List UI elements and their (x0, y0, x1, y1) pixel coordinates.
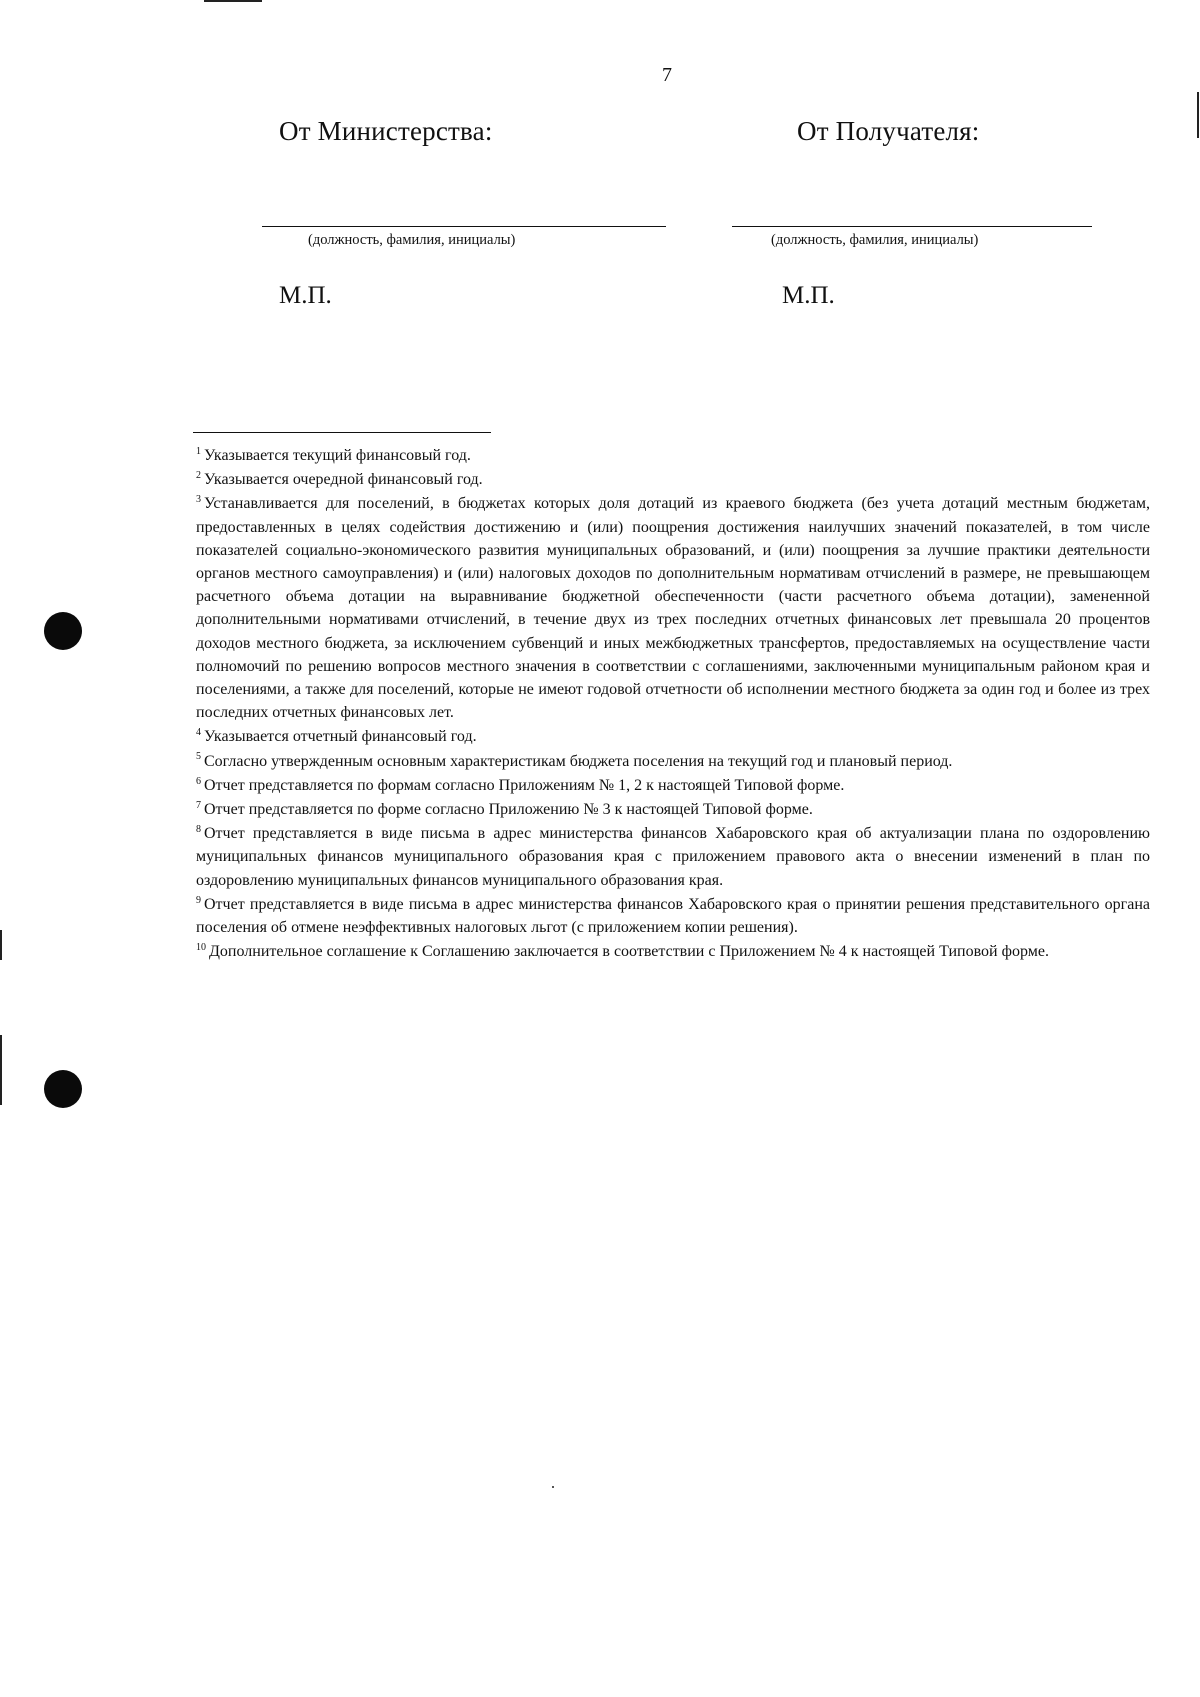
punch-hole (44, 612, 82, 650)
footnote-number: 6 (196, 775, 201, 787)
footnote (196, 444, 1150, 467)
ministry-heading: От Министерства: (279, 116, 493, 146)
footnote-number: 8 (196, 823, 201, 835)
ministry-stamp-place: М.П. (279, 282, 332, 309)
footnote-text: Указывается текущий финансовый год. (204, 447, 471, 464)
footnote-number: 5 (196, 751, 201, 763)
footnote-text: Отчет представляется в виде письма в адрес министерства финансов Хабаровского края о принятии решения представительного органа поселения об отмене неэффективных налоговых льгот (с приложением копии решения). (196, 895, 1150, 937)
footnote-text: Устанавливается для поселений, в бюджетах которых доля дотаций из краевого бюджета (без учета дотаций местным бюджетам, предоставленных в целях содействия достижению и (или) поощрения достижения наилучших значений показателей, в том числе показателей социально-экономического развития муниципальных образований, и (или) поощрения за лучшие практики деятельности органов местного самоуправления) и (или) налоговых доходов по дополнительным нормативам отчислений в размере, не превышающем расчетного объема дотации на выравнивание бюджетной обеспеченности (части расчетного объема дотации), замененной дополнительными нормативами отчислений, в течение двух из трех последних отчетных финансовых лет превышала 20 процентов доходов местного бюджета, за исключением субвенций и иных межбюджетных трансфертов, предоставляемых на осуществление части полномочий по решению вопросов местного значения в соответствии с соглашениями, заключенными муниципальным районом края и поселениями, а также для поселений, которые не имеют годовой отчетности об исполнении местного бюджета за один год и более из трех последних отчетных финансовых лет. (196, 495, 1150, 722)
scan-edge-mark-top (204, 0, 262, 2)
footnote (196, 750, 1150, 773)
footnote-text: Указывается отчетный финансовый год. (204, 728, 477, 746)
footnote-number: 10 (196, 941, 206, 953)
scan-dot (552, 1486, 554, 1488)
footnote-separator (193, 432, 491, 433)
ministry-signature-line (262, 226, 666, 227)
recipient-stamp-place: М.П. (782, 282, 835, 309)
footnote-number: 7 (196, 799, 201, 811)
footnote (196, 468, 1150, 491)
footnote-number: 4 (196, 727, 201, 739)
scan-edge-mark-left-2 (0, 1035, 2, 1105)
footnote (196, 492, 1150, 724)
scan-edge-mark-right (1197, 92, 1199, 138)
recipient-signature-caption: (должность, фамилия, инициалы) (771, 232, 979, 248)
footnote (196, 798, 1150, 821)
footnote-number: 1 (196, 445, 201, 457)
footnotes (196, 444, 1150, 964)
footnote-text: Отчет представляется в виде письма в адрес министерства финансов Хабаровского края об актуализации плана по оздоровлению муниципальных финансов муниципального образования края с приложением правового акта о внесении изменений в план по оздоровлению муниципальных финансов муниципального образования края. (196, 825, 1150, 889)
footnote-text: Согласно утвержденным основным характеристикам бюджета поселения на текущий год и плановый период. (204, 752, 953, 770)
footnote (196, 725, 1150, 748)
punch-hole (44, 1070, 82, 1108)
ministry-signature-caption: (должность, фамилия, инициалы) (308, 232, 516, 248)
footnote-text: Отчет представляется по форме согласно Приложению № 3 к настоящей Типовой форме. (204, 801, 813, 819)
recipient-heading: От Получателя: (797, 116, 980, 146)
footnote-number: 3 (196, 494, 201, 506)
footnote-text: Дополнительное соглашение к Соглашению заключается в соответствии с Приложением № 4 к настоящей Типовой форме. (209, 943, 1049, 961)
footnote (196, 940, 1150, 963)
recipient-signature-line (732, 226, 1092, 227)
footnote (196, 774, 1150, 797)
footnote (196, 893, 1150, 939)
footnote-text: Указывается очередной финансовый год. (204, 471, 483, 489)
footnote-number: 2 (196, 469, 201, 481)
page-number: 7 (662, 64, 672, 86)
scan-edge-mark-left-1 (0, 930, 2, 960)
footnote-number: 9 (196, 894, 201, 906)
footnote (196, 822, 1150, 892)
footnote-text: Отчет представляется по формам согласно Приложениям № 1, 2 к настоящей Типовой форме. (204, 776, 845, 794)
